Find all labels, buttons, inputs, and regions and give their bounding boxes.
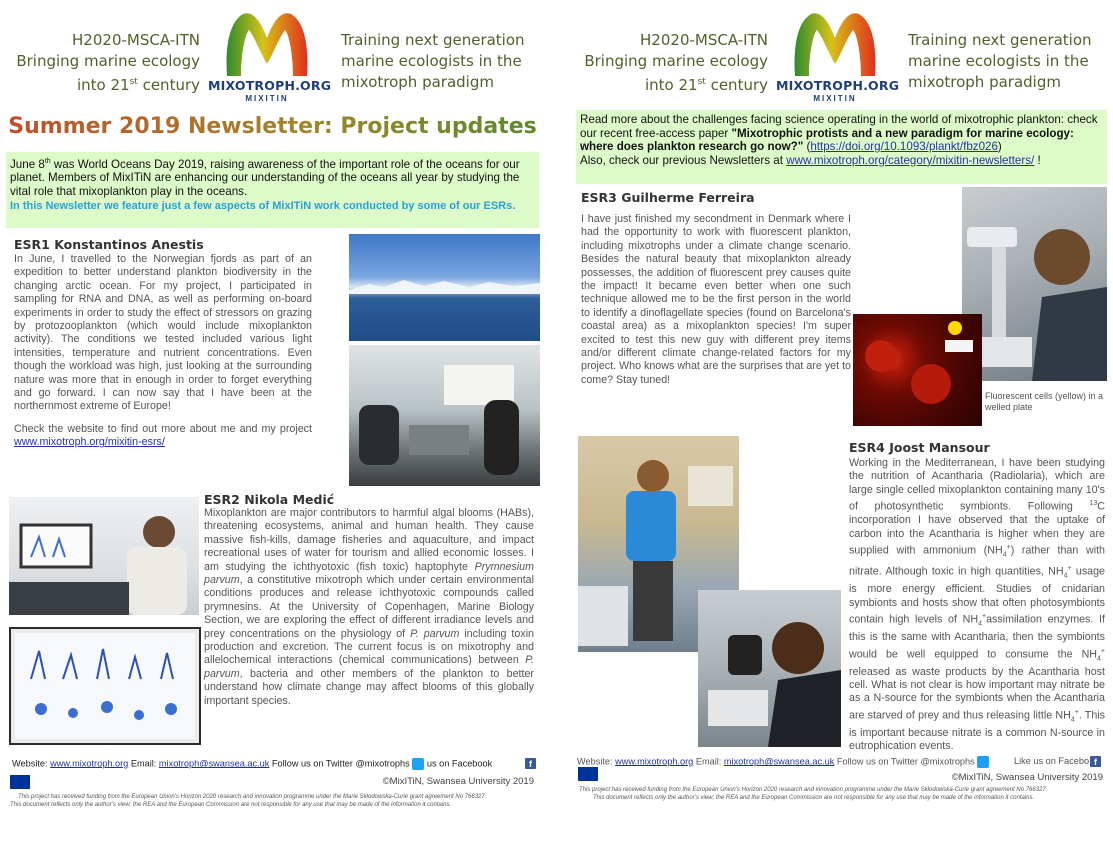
header-tagline-right: Training next generation marine ecologists in the mixotroph paradigm <box>341 31 525 91</box>
header-tagline-left: H2020-MSCA-ITN Bringing marine ecology into 21st century <box>16 31 200 94</box>
esr-link[interactable]: www.mixotroph.org/mixitin-esrs/ <box>14 436 165 449</box>
microscope-photo-joost <box>698 590 841 747</box>
facebook-icon[interactable]: f <box>1090 756 1101 767</box>
funding-notice: This project has received funding from the European Union's Horizon 2020 research and innovation programme under the Marie Skłodowska-Curie grant agreement No 766327 This document reflects only the author's view; the REA and the European Commission are not responsible for any use that may be made of the information it contains. <box>579 787 1046 801</box>
eu-flag-icon <box>10 775 30 789</box>
header-tagline-right: Training next generation marine ecologists in the mixotroph paradigm <box>908 31 1092 91</box>
fjord-photo <box>349 234 540 341</box>
funding-notice: This project has received funding from the European Union's Horizon 2020 research and innovation programme under the Marie Skłodowska-Curie grant agreement No 766327 This document reflects only the author's view; the REA and the European Commission are not responsible for any use that may be made of the information it contains. <box>10 794 485 808</box>
copyright: ©MixITiN, Swansea University 2019 <box>382 776 534 787</box>
newsletter-title: Summer 2019 Newsletter: Project updates <box>8 114 537 139</box>
intro-box: June 8th was World Oceans Day 2019, raising awareness of the important role of the oceans for our planet. Members of MixITiN are enhancing our understanding of the oceans all year by studying the vital role that mixoplankton play in the oceans. In this Newsletter we feature just a few aspects of MixITiN work conducted by some of our ESRs. <box>6 152 539 228</box>
website-link[interactable]: www.mixotroph.org <box>615 756 694 767</box>
onboard-lab-photo <box>349 345 540 486</box>
mixotroph-logo: MIXOTROPH.ORG MIXITIN <box>776 8 894 106</box>
lab-photo-nikola <box>9 497 199 615</box>
paper-info-box: Read more about the challenges facing science operating in the world of mixotrophic plankton: check our recent free-access paper "Mixotrophic protists and a new paradigm for marine ecology: where does plankton research go now?" (https://doi.org/10.1093/plankt/fbz026) Also, check our previous Newsletters at www.mixotroph.org/category/mixitin-newsletters/ ! <box>576 110 1107 184</box>
twitter-icon[interactable] <box>977 756 989 768</box>
m-logo-icon <box>221 8 313 78</box>
newsletter-page-2 <box>557 0 1113 851</box>
esr4-text: Working in the Mediterranean, I have been studying the nutrition of Acantharia (Radiolaria), which are large single celled mixoplankton containing many 10's of photosynthetic symbionts. Following $^{13}$C incorporation I have observed that the uptake of carbon into the Acantharia is higher when they are supplied with ammonium $(NH_4^+)$ rather than with nitrate. Although toxic in high quantities, $NH_4^+$ usage is more energy efficient. Studies of cnidarian symbionts and hosts show that often photosymbionts contain high levels of $NH_4^+assimilation$ enzymes. If this is the same with Acantharia, then the symbionts would be well equipped to consume the $NH_4^+$ released as waste products by the Acantharia host cell. What is not clear is how important may nitrate be as a N-source for the symbionts when the Acantharia are starved of prey and thus releasing little $NH_4^+$. This is important because nitrate is a common N-source in eutrophication events. <box>849 457 1106 753</box>
esr1-heading: ESR1 Konstantinos Anestis <box>14 237 204 252</box>
facebook-icon[interactable]: f <box>525 758 536 769</box>
email-link[interactable]: mixotroph@swansea.ac.uk <box>723 756 835 767</box>
microscope-photo-guilherme <box>962 187 1107 381</box>
email-link[interactable]: mixotroph@swansea.ac.uk <box>158 758 270 769</box>
mixotroph-logo: MIXOTROPH.ORG MIXITIN <box>208 8 326 106</box>
esr3-text: I have just finished my secondment in Denmark where I had the opportunity to work with fluorescent plankton, including mixotrophs under a climate change scenario. Besides the natural beauty that mixoplankton already possesses, the addition of fluorescent prey causes quite the impact! It became even better when one such technique allowed me to be the first person in the world to identify a dinoflagellate species (found on Barcelona's coastal area) as a mixoplankton species! I'm super excited to test this new guy with different prey items and/or different climate change-related factors for my project. Who knows what are the surprises that are yet to come? Stay tuned! <box>581 213 851 386</box>
esr3-heading: ESR3 Guilherme Ferreira <box>581 190 755 205</box>
footer-contacts: Website: www.mixotroph.org Email: mixotroph@swansea.ac.uk Follow us on Twitter @mixotrophs <box>577 756 989 768</box>
flow-cytometry-screen-photo <box>9 627 201 745</box>
intro-highlight: In this Newsletter we feature just a few aspects of MixITiN work conducted by some of our ESRs. <box>10 199 516 212</box>
doi-link[interactable]: https://doi.org/10.1093/plankt/fbz026 <box>810 140 998 154</box>
m-logo-icon <box>789 8 881 78</box>
esr2-heading: ESR2 Nikola Medić <box>204 492 335 507</box>
header-tagline-left: H2020-MSCA-ITN Bringing marine ecology into 21st century <box>584 31 768 94</box>
newsletter-page-1 <box>0 0 556 851</box>
newsletters-link[interactable]: www.mixotroph.org/category/mixitin-newsletters/ <box>786 153 1035 167</box>
esr2-text: Mixoplankton are major contributors to harmful algal blooms (HABs), threatening ecosystems, animal and human health. They cause massive fish-kills, damage fisheries and aquaculture, and impact recreational uses of water for tourism and allied economic losses. I am studying the ichthyotoxic (fish toxic) haptophyte Prymnesium parvum, a constitutive mixotroph which under certain environmental conditions produces and release ichthyotoxic compounds called prymnesins. At the University of Copenhagen, Marine Biology Section, we are exploring the effect of different irradiance levels and prey concentrations on the physiology of P. parvum including toxin production and excretion. The current focus is on mixotrophy and allelochemical interactions (chemical communications) between P. parvum, bacteria and other members of the plankton to better understand how climate change may affect blooms of this globally important species. <box>204 507 535 707</box>
facebook-label: Like us on Facebo <box>1014 756 1090 766</box>
website-link[interactable]: www.mixotroph.org <box>50 758 129 769</box>
twitter-icon[interactable] <box>412 758 424 770</box>
fluorescent-cells-photo <box>853 314 982 426</box>
footer-contacts: Website: www.mixotroph.org Email: mixotroph@swansea.ac.uk Follow us on Twitter @mixotrophs us on Facebook <box>12 758 493 769</box>
eu-flag-icon <box>578 767 598 781</box>
esr4-heading: ESR4 Joost Mansour <box>849 440 990 455</box>
fluorescent-cells-caption: Fluorescent cells (yellow) in a welled plate <box>985 391 1104 412</box>
copyright: ©MixITiN, Swansea University 2019 <box>951 772 1103 783</box>
esr1-text: In June, I travelled to the Norwegian fjords as part of an expedition to better understand plankton biodiversity in the changing arctic ocean. For my project, I participated in sampling for RNA and DNA, as well as performing on-board experiments in order to study the effect of stressors on grazing by protozooplankton (which would include mixoplankton activity). The conditions we tested included various light intensities, temperature and nutrient concentrations. Even though the workload was high, just looking at the surrounding nature was more that in enough in order to forget everything and go forward. I can now say that I have been at the northernmost extreme of Europe! Check the website to find out more about me and my project www.mixotroph.org/mixitin-esrs/ <box>14 253 312 449</box>
